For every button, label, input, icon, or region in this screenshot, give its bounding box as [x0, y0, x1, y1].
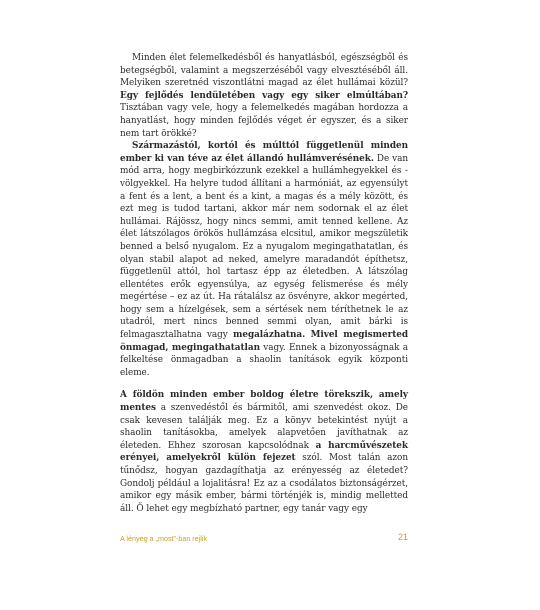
p2-seg-4: vagy. Ennek a bizonyosságnak a felkeltése önmagadban a shaolin tanítások egyik központi eleme. — [120, 342, 408, 378]
p2-seg-3-bold: megalázhatna. Mivel megismerted önmagad, megingathatatlan — [120, 330, 408, 353]
p2-seg-1-bold: Származástól, kortól és múlttól függetlenül minden ember ki van téve az élet állandó hullámverésének. — [120, 141, 408, 164]
p2-seg-2: De van mód arra, hogy megbirkózzunk ezekkel a hullámhegyekkel és -völgyekkel. Ha helyre tudod állítani a harmóniát, az egyensúlyt a fent és a lent, a bent és a kint, a magas és a mély között, és ezt meg is tudod tartani, akkor már nem sodornak el az élet hullámai. Rájössz, hogy nincs semmi, amit tenned kellene. Az élet látszólagos örökös hullámzása elcsitul, amikor megszületik benned a belső nyugalom. Ez a nyugalom megingathatatlan, és olyan stabil alapot ad neked, amelyre maradandót építhetsz, függetlenül attól, hol tartasz épp az életedben. A látszólag ellentétes erők egyensúlya, az egység felismerése és mély megértése – ez az út. Ha rátalálsz az ösvényre, akkor megérted, hogy sem a hízelgések, sem a sértések nem téríthetnek le az utadról, mert nincs benned semmi olyan, amit bárki is felmagasztalhatna vagy — [120, 153, 408, 341]
running-head: A lényeg a „most”-ban rejlik — [120, 534, 208, 543]
p3-seg-1-bold: A földön minden ember boldog életre törekszik, amely mentes — [120, 390, 408, 414]
p3-seg-4: szól. Most talán azon tűnődsz, hogyan gazdagíthatja az erényesség az életedet? Gondolj például a lojalitásra! Ez az a csodálatos biztonságérzet, amikor egy másik ember, bármi történjék is, mindig melletted áll. Ő lehet egy megbízható partner, egy tanár vagy egy — [120, 453, 408, 514]
p1-seg-2-bold: Egy fejlődés lendületében vagy egy siker elmúltában? — [120, 90, 408, 101]
p1-seg-3: Tisztában vagy vele, hogy a felemelkedés magában hordozza a hanyatlást, hogy minden fejlődés véget ér egyszer, és a siker nem tart örökké? — [120, 103, 408, 139]
paragraph-3 — [120, 389, 408, 515]
body-text — [120, 52, 408, 515]
page-number: 21 — [397, 532, 408, 542]
p3-seg-2: a szenvedéstől és bármitől, ami szenvedést okoz. De csak kevesen találják meg. Ez a könyv betekintést nyújt a shaolin tanításokba, amelyek alapvetően javíthatnak az életeden. Ehhez szorosan kapcsolódnak — [120, 403, 408, 451]
p3-seg-3-bold: a harcművészetek erényei, amelyekről külön fejezet — [120, 440, 408, 464]
paragraph-1 — [120, 52, 408, 140]
p1-seg-1: Minden élet felemelkedésből és hanyatlásból, egészségből és betegségből, valamint a megszerzéséből vagy elvesztéséből áll. Melyiken szeretnéd viszontlátni magad az élet hullámai közül? — [120, 53, 408, 89]
page-footer — [120, 532, 408, 546]
paragraph-2 — [120, 140, 408, 379]
